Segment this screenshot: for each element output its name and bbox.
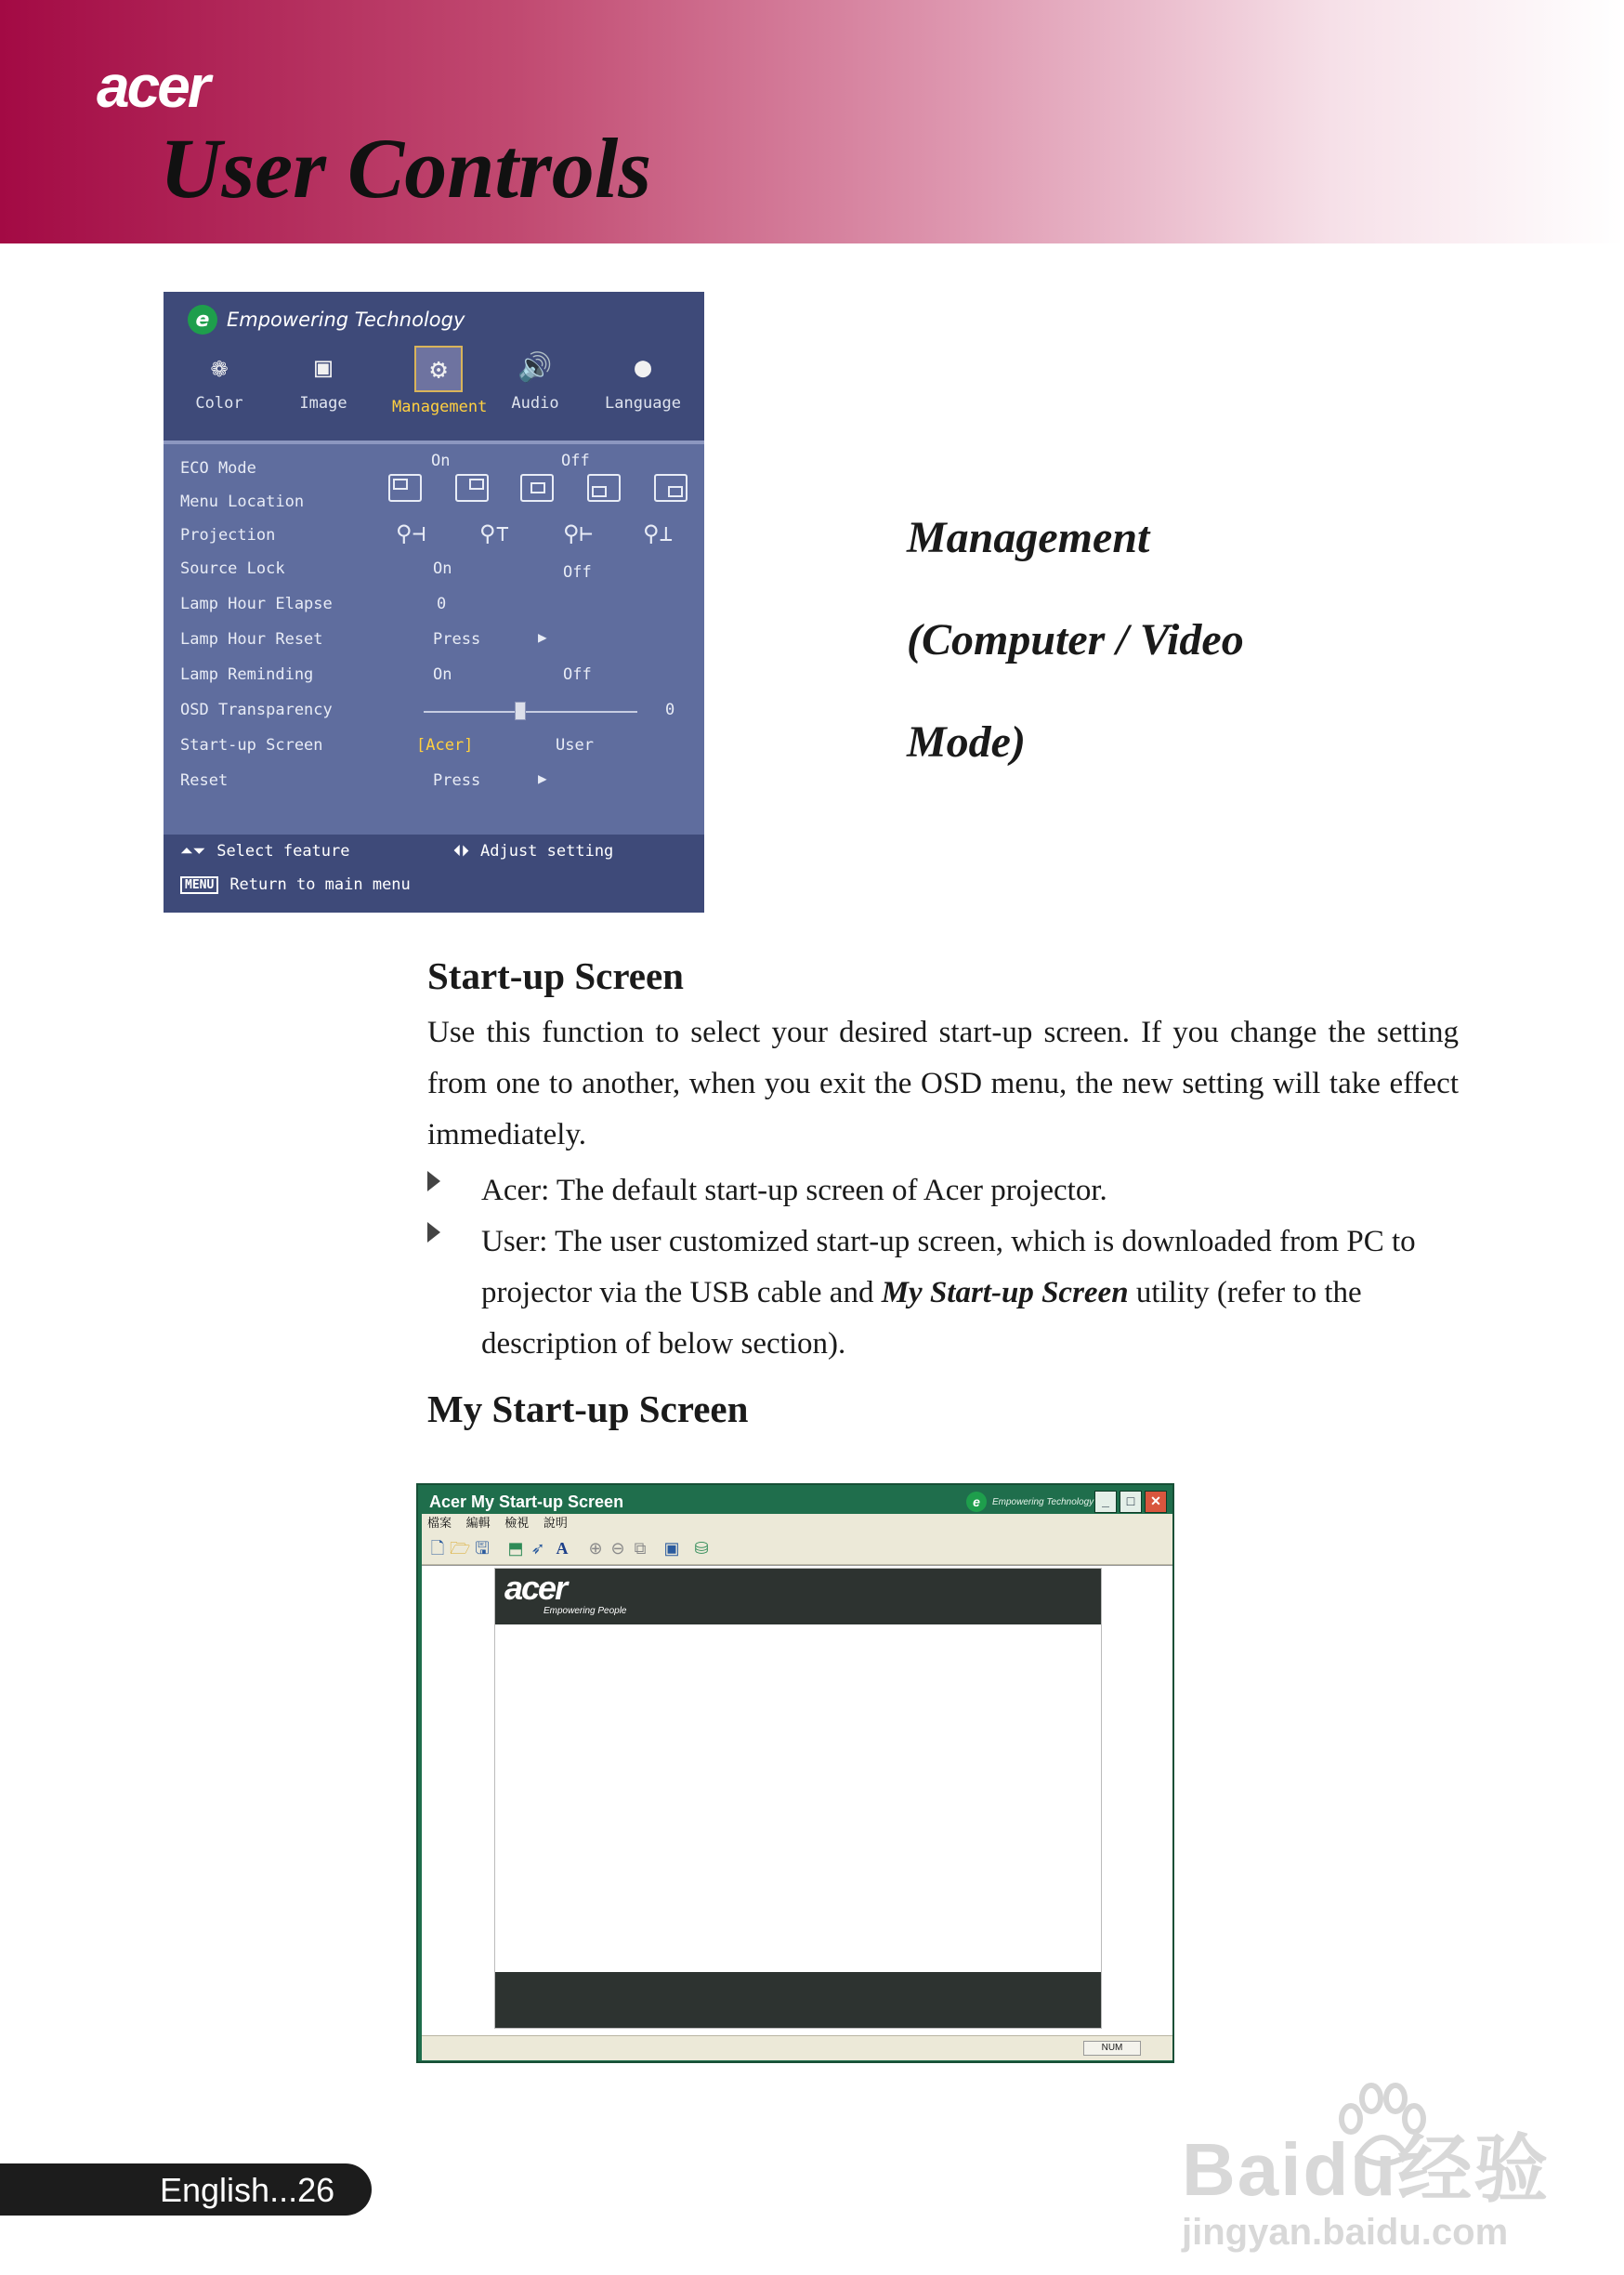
canvas-bottom-banner	[495, 1972, 1101, 2028]
acer-logo: acer	[97, 53, 208, 120]
row-label: Lamp Hour Elapse	[180, 595, 333, 613]
send-to-projector-icon[interactable]: ➶	[530, 1539, 545, 1558]
osd-tab-management[interactable]	[392, 346, 488, 416]
minimize-button[interactable]: _	[1094, 1491, 1117, 1513]
menu-location-center-icon[interactable]	[520, 474, 554, 502]
menu-view[interactable]: 檢視	[504, 1516, 530, 1530]
color-icon: ❁	[210, 350, 229, 384]
zoom-out-icon[interactable]: ⊖	[610, 1539, 625, 1558]
osd-tab-image[interactable]	[277, 346, 370, 413]
row-value-on[interactable]: On	[433, 559, 452, 578]
new-file-icon[interactable]: 🗋	[430, 1539, 445, 1558]
osd-tab-label: Management	[392, 398, 488, 416]
arrow-right-icon[interactable]: ▶	[538, 628, 547, 646]
window-title-bar[interactable]	[424, 1488, 1171, 1514]
row-label: Start-up Screen	[180, 736, 323, 755]
text-tool-icon[interactable]: A	[556, 1539, 569, 1558]
window-toolbar	[422, 1532, 1172, 1565]
osd-tab-label: Audio	[511, 394, 559, 413]
menu-location-bottom-left-icon[interactable]	[587, 474, 621, 502]
row-value-off[interactable]: Off	[563, 563, 592, 582]
row-label: Projection	[180, 526, 276, 545]
osd-menu-screenshot	[164, 292, 704, 913]
fit-window-icon[interactable]: ⧉	[634, 1539, 647, 1558]
utility-name: My Start-up Screen	[881, 1276, 1129, 1309]
actual-size-icon[interactable]: ▣	[663, 1539, 680, 1558]
baidu-watermark	[1182, 2082, 1572, 2268]
select-feature-hint	[180, 842, 350, 861]
osd-row-reset[interactable]	[164, 766, 704, 799]
canvas-top-banner	[495, 1569, 1101, 1624]
window-client-area	[422, 1565, 1172, 2036]
osd-tab-label: Language	[605, 394, 681, 413]
projection-rear-ceiling-icon[interactable]: ⚲⊥	[643, 520, 674, 546]
transparency-slider-track[interactable]	[424, 711, 637, 713]
my-startup-screen-heading: My Start-up Screen	[427, 1387, 749, 1430]
save-icon[interactable]: 🖫	[475, 1539, 490, 1558]
osd-footer	[164, 835, 704, 913]
row-value-on[interactable]: On	[433, 665, 452, 684]
return-text: Return to main menu	[229, 875, 411, 894]
zoom-in-icon[interactable]: ⊕	[588, 1539, 603, 1558]
section-heading	[907, 487, 1539, 794]
import-image-icon[interactable]: ⬒	[507, 1539, 524, 1558]
startup-screen-paragraph: Use this function to select your desired start-up screen. If you change the setting from one to another, when you exit the OSD menu, the new setting will take effect immediately.	[427, 1016, 1459, 1151]
bullet-triangle-icon	[427, 1222, 440, 1243]
row-label: Menu Location	[180, 493, 305, 511]
adjust-setting-hint	[453, 842, 613, 861]
row-value-acer[interactable]: [Acer]	[416, 736, 474, 755]
close-button[interactable]: ✕	[1145, 1491, 1167, 1513]
row-value-user[interactable]: User	[556, 736, 594, 755]
osd-row-eco-mode[interactable]	[164, 454, 704, 487]
watermark-url: jingyan.baidu.com	[1182, 2212, 1509, 2253]
window-statusbar	[422, 2035, 1172, 2060]
management-icon: ⚙	[414, 346, 463, 392]
page-number-badge	[0, 2163, 372, 2216]
row-label: Reset	[180, 771, 229, 790]
row-value-on[interactable]: On	[431, 452, 451, 470]
window-title: Acer My Start-up Screen	[429, 1493, 624, 1511]
row-label: Source Lock	[180, 559, 285, 578]
osd-row-lamp-hour-reset[interactable]	[164, 625, 704, 658]
my-startup-screen-window	[416, 1483, 1174, 2063]
upload-icon[interactable]: ⛁	[694, 1539, 709, 1558]
row-value-press[interactable]: Press	[433, 630, 481, 649]
row-label: OSD Transparency	[180, 701, 333, 719]
section-heading-line3: Mode)	[907, 717, 1026, 767]
left-right-arrows-icon: ⏴⏵	[453, 842, 469, 861]
num-lock-indicator: NUM	[1083, 2041, 1141, 2056]
osd-brand-text: Empowering Technology	[227, 309, 465, 331]
osd-tab-audio[interactable]	[489, 346, 582, 413]
canvas-tagline: Empowering People	[544, 1606, 627, 1616]
osd-row-projection[interactable]	[164, 520, 704, 554]
osd-row-startup-screen[interactable]	[164, 730, 704, 764]
menu-location-top-left-icon[interactable]	[388, 474, 422, 502]
transparency-slider-knob[interactable]	[515, 702, 526, 720]
window-brand	[966, 1492, 1094, 1512]
osd-row-menu-location[interactable]	[164, 487, 704, 520]
bullet-triangle-icon	[427, 1171, 440, 1191]
bullet-text: Acer: The default start-up screen of Acer projector.	[481, 1174, 1107, 1207]
osd-tab-language[interactable]	[596, 346, 689, 413]
menu-file[interactable]: 檔案	[427, 1516, 452, 1530]
osd-tab-label: Image	[299, 394, 347, 413]
menu-location-bottom-right-icon[interactable]	[654, 474, 688, 502]
menu-edit[interactable]: 編輯	[465, 1516, 491, 1530]
language-icon: ●	[634, 350, 652, 384]
canvas-acer-logo: acer	[504, 1569, 567, 1607]
section-heading-line1: Management	[907, 513, 1150, 562]
up-down-arrows-icon: ⏶⏷	[180, 842, 206, 861]
osd-tab-color[interactable]	[173, 346, 266, 413]
return-hint	[180, 875, 411, 894]
bullet-text: User: The user customized start-up screen, which is downloaded from PC to projector via the USB cable and My Start-up Screen utility (refer to the description of below section).	[481, 1225, 1416, 1361]
e-logo-icon: e	[966, 1492, 987, 1512]
select-feature-text: Select feature	[216, 842, 350, 861]
osd-row-lamp-hour-elapse	[164, 589, 704, 623]
row-value: 0	[665, 701, 675, 719]
menu-location-top-right-icon[interactable]	[455, 474, 489, 502]
osd-divider	[164, 441, 704, 444]
window-brand-text: Empowering Technology	[992, 1496, 1094, 1507]
row-label: ECO Mode	[180, 459, 256, 478]
page-number: English...26	[160, 2171, 335, 2209]
projection-front-ceiling-icon[interactable]: ⚲⊤	[479, 520, 510, 546]
menu-help[interactable]: 說明	[543, 1516, 568, 1530]
section-heading-line2: (Computer / Video	[907, 615, 1244, 664]
startup-image-canvas[interactable]	[494, 1568, 1102, 2029]
row-value-off[interactable]: Off	[561, 452, 590, 470]
menu-key-icon: MENU	[180, 876, 218, 894]
osd-row-lamp-reminding[interactable]	[164, 660, 704, 693]
e-logo-icon: e	[188, 305, 217, 335]
projection-front-desktop-icon[interactable]: ⚲⊣	[396, 520, 426, 546]
osd-tab-label: Color	[195, 394, 243, 413]
page-header	[0, 0, 1624, 243]
osd-row-source-lock[interactable]	[164, 554, 704, 587]
osd-top-bar	[164, 292, 704, 441]
audio-icon: 🔊	[517, 350, 553, 384]
row-value-off[interactable]: Off	[563, 665, 592, 684]
maximize-button[interactable]: □	[1120, 1491, 1142, 1513]
row-value-press[interactable]: Press	[433, 771, 481, 790]
osd-row-osd-transparency[interactable]	[164, 695, 704, 729]
projection-rear-desktop-icon[interactable]: ⚲⊢	[563, 520, 594, 546]
page-title: User Controls	[160, 121, 652, 216]
window-menubar	[422, 1514, 1172, 1532]
osd-brand	[188, 305, 465, 335]
row-label: Lamp Reminding	[180, 665, 314, 684]
row-label: Lamp Hour Reset	[180, 630, 323, 649]
adjust-setting-text: Adjust setting	[480, 842, 614, 861]
arrow-right-icon[interactable]: ▶	[538, 769, 547, 787]
open-folder-icon[interactable]: 🗁	[450, 1539, 471, 1558]
row-value: 0	[437, 595, 447, 613]
startup-screen-heading: Start-up Screen	[427, 954, 684, 997]
image-icon: ▣	[314, 350, 333, 384]
watermark-title: Baidu经验	[1182, 2128, 1551, 2211]
window-controls	[1094, 1491, 1167, 1513]
